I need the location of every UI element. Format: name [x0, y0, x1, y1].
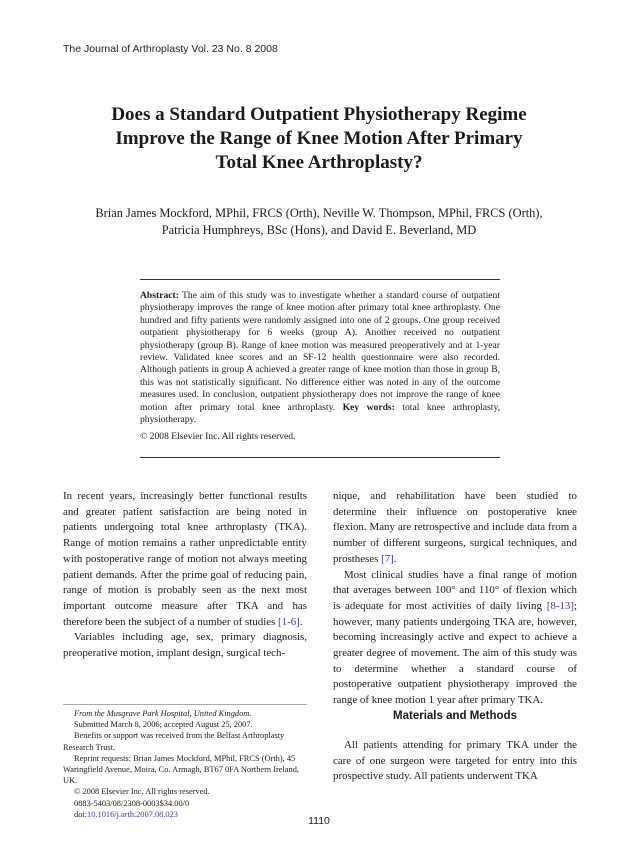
body-paragraph: All patients attending for primary TKA under the care of one surgeon were targeted for entry into this prospective study. All patients underwent TKA — [333, 739, 577, 783]
keywords-label: Key words: — [342, 401, 395, 413]
body-paragraph — [63, 489, 307, 630]
author-list — [40, 205, 598, 239]
abstract-top-divider — [140, 279, 500, 280]
body-paragraph — [333, 568, 577, 709]
citation-link[interactable]: [7] — [381, 552, 394, 565]
citation-link[interactable]: [8-13] — [546, 599, 574, 612]
author-line: Patricia Humphreys, BSc (Hons), and David E. Beverland, MD — [161, 223, 477, 237]
journal-header: The Journal of Arthroplasty Vol. 23 No. 8 2008 — [63, 43, 278, 55]
abstract-label: Abstract: — [140, 290, 179, 301]
keywords-text: total knee arthroplasty, physiotherapy. — [140, 401, 501, 426]
footnote-benefits: Benefits or support was received from the Belfast Arthroplasty Research Trust. — [63, 731, 285, 752]
doi-label: doi: — [74, 809, 88, 819]
doi-link[interactable]: 10.1016/j.arth.2007.08.023 — [87, 809, 178, 819]
article-title — [40, 103, 598, 175]
abstract-bottom-divider — [140, 457, 500, 458]
body-paragraph — [333, 489, 577, 568]
footnote-issn: 0883-5403/08/2308-0003$34.00/0 — [74, 798, 190, 808]
page-number: 1110 — [308, 815, 330, 827]
footnote-affiliation: From the Musgrave Park Hospital, United Kingdom. — [74, 709, 252, 718]
abstract-text: The aim of this study was to investigate whether a standard course of outpatient physiotherapy improves the range of knee motion after primary total knee arthroplasty. One hundred and fifty patients were randomly assigned into one of 2 groups. One group received outpatient physiotherapy for 6 weeks (group A). Another received no outpatient physiotherapy (group B). Range of knee motion was measured preoperatively and at 1-year review. Validated knee scores and an SF-12 health questionnaire were also recorded. Although patients in group A achieved a greater range of knee motion than those in group B, this was not statistically significant. No difference either was noted in any of the outcome measures used. In conclusion, outpatient physiotherapy does not improve the range of knee motion after primary total knee arthroplasty. — [140, 290, 500, 413]
footnote-copyright: © 2008 Elsevier Inc. All rights reserved. — [74, 787, 210, 797]
paragraph-text: . — [299, 615, 303, 628]
abstract-copyright: © 2008 Elsevier Inc. All rights reserved. — [140, 431, 296, 442]
title-line: Total Knee Arthroplasty? — [215, 152, 423, 173]
paragraph-text: nique, and rehabilitation have been studied to determine their influence on postoperative knee flexion. Many are retrospective and include data from a number of different surgeons, surgical techniques, and prostheses — [333, 490, 577, 565]
footnote-reprint: Reprint requests: Brian James Mockford, MPhil, FRCS (Orth), 45 Waringfield Avenue, Moira, Co. Armagh, BT67 0FA Northern Ireland, UK. — [63, 753, 300, 786]
footnotes — [63, 708, 313, 820]
body-column-left — [63, 489, 307, 662]
paragraph-text: In recent years, increasingly better functional results and greater patient satisfaction are being noted in patients undergoing total knee arthroplasty (TKA). Range of motion remains a rather unpredictable entity with postoperative range of motion not always meeting patient demands. After the prime goal of reducing pain, range of motion is probably seen as the next most important outcome measure after TKA and has therefore been the subject of a number of studies — [63, 490, 307, 628]
paragraph-text: ; however, many patients undergoing TKA are, however, becoming increasingly active and expect to achieve a greater degree of movement. The aim of this study was to determine whether a standard course of postoperative outpatient physiotherapy improved the range of knee motion 1 year after primary TKA. — [333, 599, 577, 707]
title-line: Improve the Range of Knee Motion After Primary — [115, 128, 523, 149]
paragraph-text: Most clinical studies have a final range of motion that averages between 100° and 110° of flexion which is adequate for most activities of daily living — [333, 568, 577, 612]
footnote-submitted: Submitted March 8, 2006; accepted August 25, 2007. — [74, 720, 253, 730]
paragraph-text: . — [393, 552, 397, 565]
section-heading: Materials and Methods — [393, 710, 517, 722]
body-column-right — [333, 489, 577, 709]
body-paragraph: Variables including age, sex, primary diagnosis, preoperative motion, implant design, surgical tech- — [63, 631, 307, 660]
abstract — [140, 290, 500, 426]
citation-link[interactable]: [1-6] — [278, 615, 300, 628]
footnote-divider — [63, 704, 307, 705]
title-line: Does a Standard Outpatient Physiotherapy Regime — [111, 104, 527, 125]
author-line: Brian James Mockford, MPhil, FRCS (Orth), Neville W. Thompson, MPhil, FRCS (Orth), — [95, 206, 543, 220]
